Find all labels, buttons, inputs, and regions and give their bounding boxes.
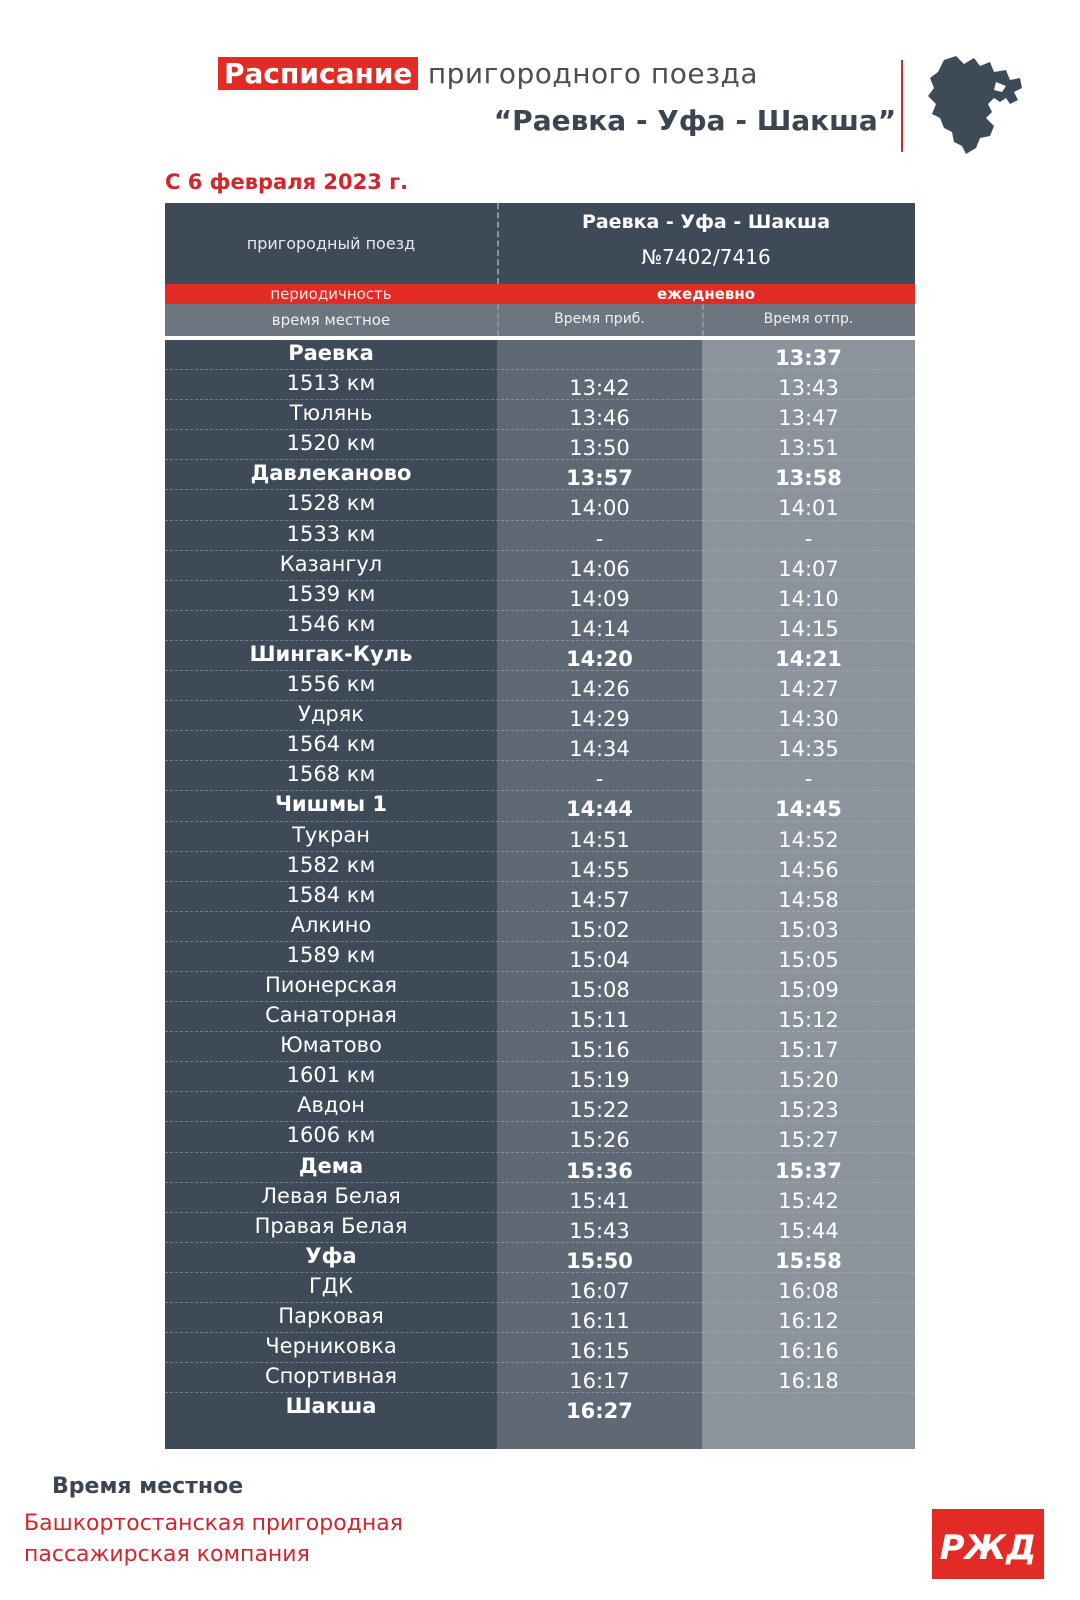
arrival-header: Время приб. bbox=[554, 311, 645, 327]
station-name: Уфа bbox=[305, 1243, 357, 1268]
arrival-time: 14:51 bbox=[569, 827, 630, 852]
table-row bbox=[165, 671, 915, 701]
departure-time: 14:27 bbox=[778, 677, 839, 702]
table-row bbox=[165, 942, 915, 972]
station-name: Санаторная bbox=[265, 1003, 397, 1028]
station-name: 1606 км bbox=[286, 1123, 376, 1148]
rzd-logo bbox=[932, 1509, 1044, 1579]
table-row bbox=[165, 551, 915, 581]
train-label: пригородный поезд bbox=[246, 234, 416, 253]
table-row bbox=[165, 882, 915, 912]
table-row bbox=[165, 1062, 915, 1092]
station-name: Парковая bbox=[278, 1304, 384, 1328]
table-row bbox=[165, 761, 915, 791]
table-row bbox=[165, 1273, 915, 1303]
table-row bbox=[165, 490, 915, 520]
departure-time: 15:17 bbox=[778, 1038, 839, 1063]
title-highlight: Расписание bbox=[218, 57, 418, 90]
table-row bbox=[165, 912, 915, 942]
table-row bbox=[165, 1243, 915, 1273]
arrival-time: 15:02 bbox=[569, 917, 630, 942]
table-row bbox=[165, 1393, 915, 1423]
departure-time: 14:52 bbox=[778, 827, 839, 852]
station-name: Юматово bbox=[280, 1033, 382, 1058]
departure-time: 15:05 bbox=[778, 947, 839, 972]
departure-time: 13:47 bbox=[778, 406, 839, 431]
header-divider-3 bbox=[702, 304, 704, 336]
departure-time: 15:23 bbox=[778, 1098, 839, 1123]
table-row bbox=[165, 852, 915, 882]
header-divider-1 bbox=[497, 203, 499, 284]
train-name: Раевка - Уфа - Шакша bbox=[581, 211, 831, 233]
arrival-time: - bbox=[595, 526, 604, 551]
table-header-times bbox=[165, 304, 915, 336]
table-row bbox=[165, 1303, 915, 1333]
station-name: 1582 км bbox=[286, 852, 376, 877]
arrival-time: 14:14 bbox=[569, 616, 630, 641]
departure-time bbox=[702, 1393, 915, 1423]
page-header bbox=[0, 0, 1080, 200]
arrival-time: 13:42 bbox=[569, 376, 630, 401]
departure-time: 14:58 bbox=[778, 887, 839, 912]
arrival-time: 15:26 bbox=[569, 1128, 630, 1153]
title-rest: пригородного поезда bbox=[418, 57, 758, 90]
station-name: 1513 км bbox=[286, 371, 376, 396]
periodicity-label: периодичность bbox=[270, 285, 392, 303]
table-row bbox=[165, 1122, 915, 1152]
header-divider-2 bbox=[497, 304, 499, 336]
route-title: “Раевка - Уфа - Шакша” bbox=[493, 104, 897, 137]
time-label: время местное bbox=[271, 311, 391, 329]
station-name: Казангул bbox=[279, 551, 383, 576]
station-name: 1564 км bbox=[286, 732, 376, 757]
arrival-time: 15:43 bbox=[569, 1218, 630, 1243]
departure-time: 15:42 bbox=[778, 1188, 839, 1213]
table-row bbox=[165, 791, 915, 821]
station-name: Тюлянь bbox=[289, 401, 373, 426]
departure-time: 14:21 bbox=[775, 646, 842, 671]
table-header-periodicity bbox=[165, 284, 915, 304]
table-row bbox=[165, 822, 915, 852]
arrival-time: 15:04 bbox=[569, 947, 630, 972]
arrival-time: 15:41 bbox=[569, 1188, 630, 1213]
arrival-time: 16:17 bbox=[569, 1369, 630, 1394]
departure-time: 16:12 bbox=[778, 1309, 839, 1333]
station-name: 1520 км bbox=[286, 431, 376, 456]
station-name: Шингак-Куль bbox=[249, 641, 413, 666]
departure-header: Время отпр. bbox=[763, 311, 854, 327]
station-name: 1601 км bbox=[286, 1063, 376, 1088]
station-name: 1539 км bbox=[286, 581, 376, 606]
departure-time: - bbox=[804, 526, 813, 551]
table-row bbox=[165, 1092, 915, 1122]
arrival-time: 14:09 bbox=[569, 586, 630, 611]
departure-time: 15:27 bbox=[778, 1128, 839, 1153]
departure-time: 13:43 bbox=[778, 376, 839, 401]
departure-time: 15:37 bbox=[775, 1158, 842, 1183]
table-row bbox=[165, 400, 915, 430]
station-name: 1556 км bbox=[286, 672, 376, 697]
table-row bbox=[165, 340, 915, 370]
station-name: Пионерская bbox=[265, 972, 397, 997]
header-divider bbox=[901, 60, 903, 152]
effective-date: С 6 февраля 2023 г. bbox=[165, 170, 409, 194]
table-row bbox=[165, 521, 915, 551]
table-row bbox=[165, 1363, 915, 1393]
departure-time: 14:35 bbox=[778, 737, 839, 762]
table-row bbox=[165, 370, 915, 400]
arrival-time: 16:11 bbox=[569, 1309, 630, 1333]
departure-time: 13:51 bbox=[778, 436, 839, 461]
station-name: 1589 км bbox=[286, 942, 376, 967]
company-name bbox=[24, 1508, 403, 1570]
arrival-time: 15:08 bbox=[569, 977, 630, 1002]
station-name: Удряк bbox=[298, 702, 364, 727]
station-name: 1546 км bbox=[286, 611, 376, 636]
arrival-time: 14:26 bbox=[569, 677, 630, 702]
table-row bbox=[165, 581, 915, 611]
table-row bbox=[165, 1213, 915, 1243]
departure-time: 15:03 bbox=[778, 917, 839, 942]
arrival-time: 15:16 bbox=[569, 1038, 630, 1063]
arrival-time: 14:06 bbox=[569, 556, 630, 581]
departure-time: 14:10 bbox=[778, 586, 839, 611]
departure-time: 15:20 bbox=[778, 1068, 839, 1093]
table-row bbox=[165, 641, 915, 671]
station-name: Давлеканово bbox=[250, 461, 412, 486]
station-name: ГДК bbox=[308, 1273, 354, 1298]
table-row bbox=[165, 701, 915, 731]
departure-time: 14:30 bbox=[778, 707, 839, 732]
page-title bbox=[218, 56, 758, 92]
departure-time: 16:08 bbox=[778, 1278, 839, 1303]
departure-time: - bbox=[804, 767, 813, 792]
departure-time: 14:01 bbox=[778, 496, 839, 521]
arrival-time: 13:57 bbox=[566, 466, 633, 491]
station-name: Спортивная bbox=[264, 1364, 398, 1389]
arrival-time: 15:50 bbox=[566, 1248, 633, 1273]
arrival-time: 14:29 bbox=[569, 707, 630, 732]
departure-time: 15:58 bbox=[775, 1248, 842, 1273]
departure-time: 13:37 bbox=[775, 346, 842, 370]
departure-time: 16:16 bbox=[778, 1339, 839, 1364]
arrival-time: 16:27 bbox=[566, 1399, 633, 1424]
table-row bbox=[165, 430, 915, 460]
arrival-time: 14:44 bbox=[566, 797, 633, 822]
departure-time: 16:18 bbox=[778, 1369, 839, 1394]
arrival-time: 14:20 bbox=[566, 646, 633, 671]
departure-time: 15:09 bbox=[778, 977, 839, 1002]
arrival-time bbox=[497, 340, 702, 370]
periodicity-value: ежедневно bbox=[656, 285, 756, 303]
station-name: Черниковка bbox=[265, 1334, 397, 1359]
table-row bbox=[165, 1153, 915, 1183]
station-name: 1528 км bbox=[286, 491, 376, 516]
arrival-time: 15:11 bbox=[569, 1008, 630, 1033]
arrival-time: 15:22 bbox=[569, 1098, 630, 1123]
table-row bbox=[165, 1183, 915, 1213]
table-row bbox=[165, 460, 915, 490]
arrival-time: 14:34 bbox=[569, 737, 630, 762]
arrival-time: 13:50 bbox=[569, 436, 630, 461]
bashkortostan-map-icon bbox=[922, 52, 1032, 162]
departure-time: 14:45 bbox=[775, 797, 842, 822]
arrival-time: 16:15 bbox=[569, 1339, 630, 1364]
table-body bbox=[165, 340, 915, 1449]
train-number: №7402/7416 bbox=[641, 245, 771, 269]
station-name: Авдон bbox=[297, 1093, 365, 1118]
arrival-time: 14:57 bbox=[569, 887, 630, 912]
departure-time: 14:07 bbox=[778, 556, 839, 581]
arrival-time: 13:46 bbox=[569, 406, 630, 431]
arrival-time: - bbox=[595, 767, 604, 792]
schedule-table bbox=[165, 203, 915, 1449]
table-row bbox=[165, 1333, 915, 1363]
station-name: 1584 км bbox=[286, 882, 376, 907]
table-row bbox=[165, 972, 915, 1002]
station-name: Левая Белая bbox=[261, 1183, 401, 1208]
table-header-train bbox=[165, 203, 915, 284]
station-name: Алкино bbox=[290, 912, 372, 937]
arrival-time: 15:36 bbox=[566, 1158, 633, 1183]
station-name: Чишмы 1 bbox=[274, 792, 388, 817]
station-name: Правая Белая bbox=[254, 1213, 408, 1238]
station-name: Шакша bbox=[285, 1394, 377, 1419]
departure-time: 13:58 bbox=[775, 466, 842, 491]
table-rows bbox=[165, 340, 915, 1423]
table-row bbox=[165, 1032, 915, 1062]
station-name: 1533 км bbox=[286, 521, 376, 546]
company-line-1: Башкортостанская пригородная bbox=[24, 1511, 403, 1536]
table-row bbox=[165, 731, 915, 761]
departure-time: 14:15 bbox=[778, 616, 839, 641]
station-name: Раевка bbox=[288, 341, 374, 365]
arrival-time: 16:07 bbox=[569, 1278, 630, 1303]
departure-time: 15:12 bbox=[778, 1008, 839, 1033]
station-name: Дема bbox=[298, 1153, 364, 1178]
arrival-time: 14:55 bbox=[569, 857, 630, 882]
arrival-time: 14:00 bbox=[569, 496, 630, 521]
table-row bbox=[165, 611, 915, 641]
station-name: Тукран bbox=[292, 822, 370, 847]
departure-time: 15:44 bbox=[778, 1218, 839, 1243]
station-name: 1568 км bbox=[286, 762, 376, 787]
rzd-logo-text: РЖД bbox=[939, 1528, 1037, 1568]
table-row bbox=[165, 1002, 915, 1032]
company-line-2: пассажирская компания bbox=[24, 1542, 310, 1567]
arrival-time: 15:19 bbox=[569, 1068, 630, 1093]
departure-time: 14:56 bbox=[778, 857, 839, 882]
footer-local-time: Время местное bbox=[52, 1474, 244, 1499]
